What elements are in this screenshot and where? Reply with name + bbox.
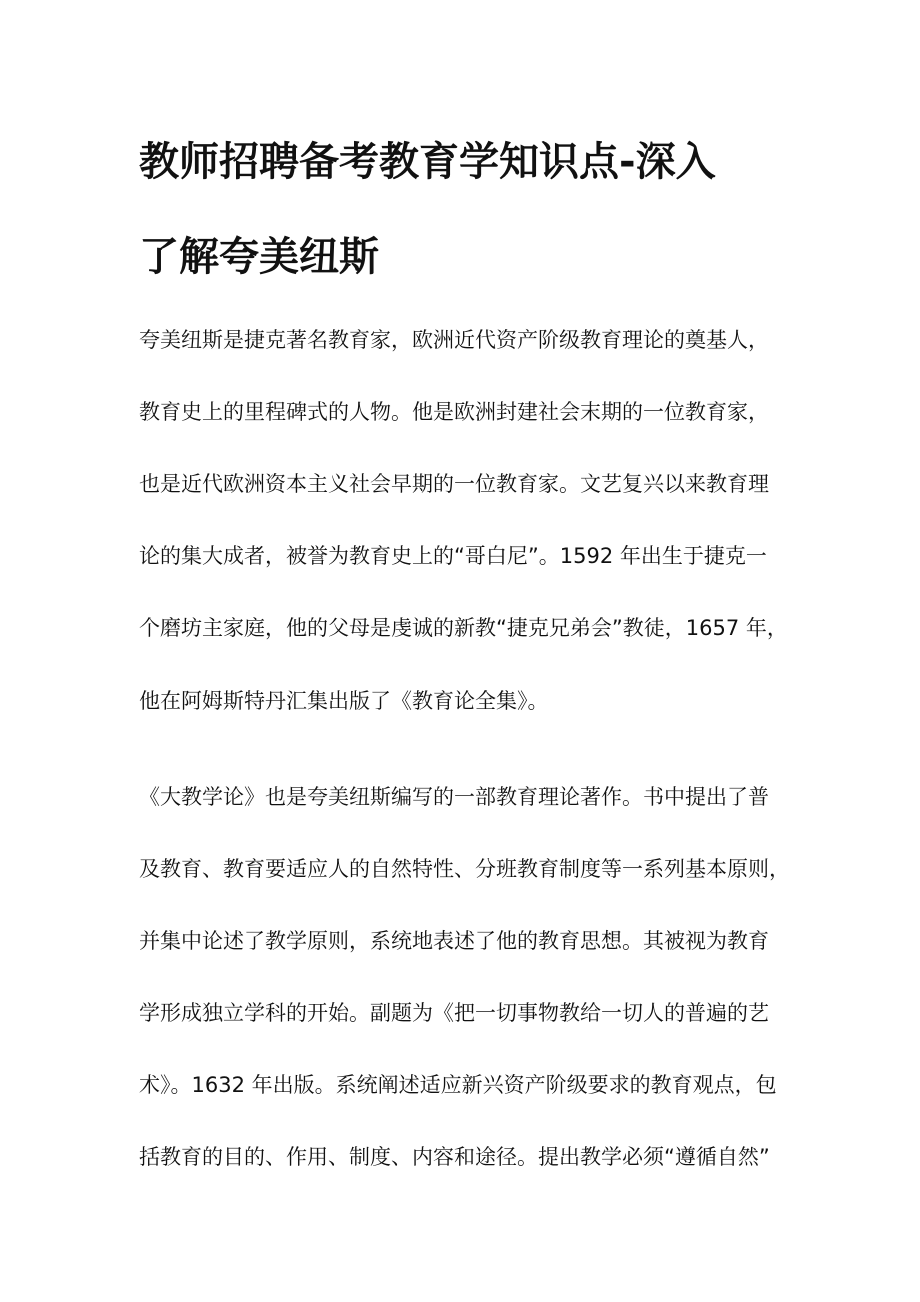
paragraph-line: 并集中论述了教学原则，系统地表述了他的教育思想。其被视为教育 — [139, 929, 769, 953]
paragraph-line: 也是近代欧洲资本主义社会早期的一位教育家。文艺复兴以来教育理 — [139, 472, 769, 496]
paragraph-line: 论的集大成者，被誉为教育史上的“哥白尼”。1592 年出生于捷克一 — [139, 544, 767, 568]
paragraph-line: 《大教学论》也是夸美纽斯编写的一部教育理论著作。书中提出了普 — [139, 785, 769, 809]
document-title-line-1: 教师招聘备考教育学知识点-深入 — [139, 139, 716, 185]
document-title-line-2: 了解夸美纽斯 — [139, 234, 379, 280]
paragraph-line: 括教育的目的、作用、制度、内容和途径。提出教学必须“遵循自然” — [139, 1145, 770, 1169]
paragraph-line: 个磨坊主家庭，他的父母是虔诚的新教“捷克兄弟会”教徒，1657 年， — [139, 616, 788, 640]
paragraph-line: 夸美纽斯是捷克著名教育家，欧洲近代资产阶级教育理论的奠基人， — [139, 328, 769, 352]
paragraph-line: 学形成独立学科的开始。副题为《把一切事物教给一切人的普遍的艺 — [139, 1001, 769, 1025]
paragraph-line: 他在阿姆斯特丹汇集出版了《教育论全集》。 — [139, 689, 549, 713]
paragraph-line: 及教育、教育要适应人的自然特性、分班教育制度等一系列基本原则， — [139, 857, 790, 881]
paragraph-line: 术》。1632 年出版。系统阐述适应新兴资产阶级要求的教育观点，包 — [139, 1073, 777, 1097]
paragraph-line: 教育史上的里程碑式的人物。他是欧洲封建社会末期的一位教育家， — [139, 400, 769, 424]
